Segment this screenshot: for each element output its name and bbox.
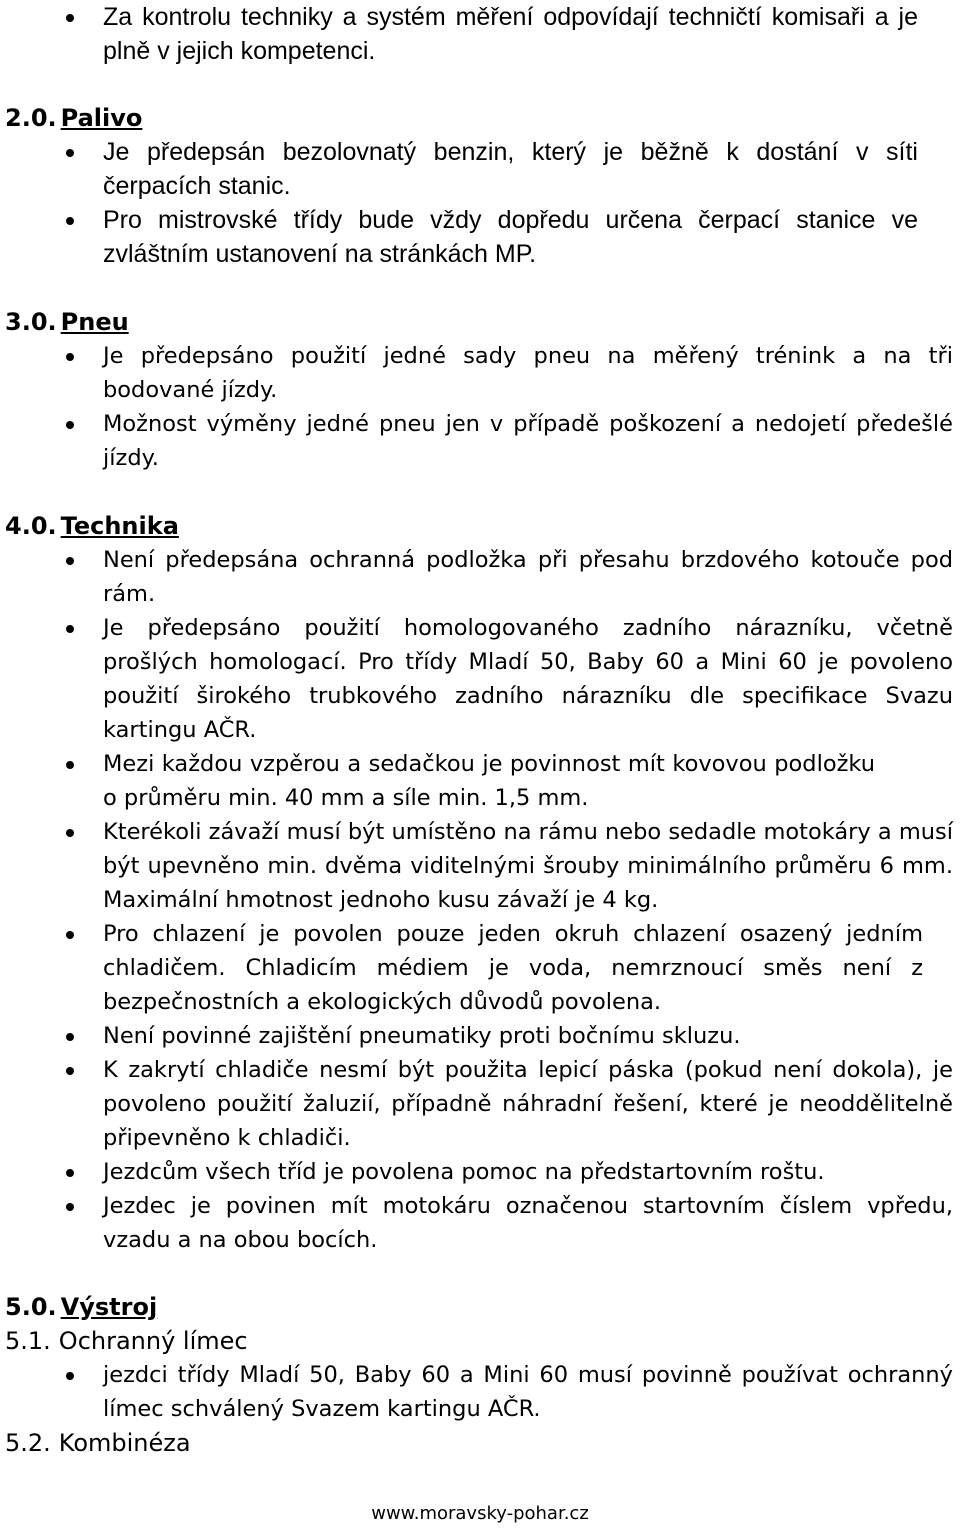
list-item: K zakrytí chladiče nesmí být použita lepicí páska (pokud není dokola), je povoleno použití žaluzií, případně náhradní řešení, které je neoddělitelně připevněno k chladiči.: [0, 1053, 953, 1155]
section-number: 3.0.: [5, 308, 57, 336]
section-number: 2.0.: [5, 104, 57, 132]
list-item: Jezdcům všech tříd je povolena pomoc na předstartovním roštu.: [0, 1155, 953, 1189]
subsection-number: 5.2.: [5, 1429, 51, 1457]
section-title: Technika: [60, 512, 179, 540]
list-item: Není povinné zajištění pneumatiky proti bočnímu skluzu.: [0, 1019, 953, 1053]
limec-list: [0, 1358, 953, 1426]
section-title: Pneu: [60, 308, 129, 336]
list-item: Mezi každou vzpěrou a sedačkou je povinnost mít kovovou podložku o průměru min. 40 mm a síle min. 1,5 mm.: [0, 747, 875, 815]
list-item: Kterékoli závaží musí být umístěno na rámu nebo sedadle motokáry a musí být upevněno min. dvěma viditelnými šrouby minimálního průměru 6 mm. Maximální hmotnost jednoho kusu závaží je 4 kg.: [0, 815, 953, 917]
subsection-number: 5.1.: [5, 1327, 51, 1355]
section-number: 4.0.: [5, 512, 57, 540]
section-heading-vystroj: [5, 1290, 157, 1324]
list-item: Není předepsána ochranná podložka při přesahu brzdového kotouče pod rám.: [0, 543, 953, 611]
list-item: Za kontrolu techniky a systém měření odpovídají techničtí komisaři a je plně v jejich kompetenci.: [0, 0, 918, 68]
footer-url: www.moravsky-pohar.cz: [371, 1503, 589, 1524]
technika-list: [0, 543, 953, 1257]
subsection-title: Ochranný límec: [58, 1327, 248, 1355]
list-item: Je předepsáno použití homologovaného zadního nárazníku, včetně prošlých homologací. Pro třídy Mladí 50, Baby 60 a Mini 60 je povoleno použití širokého trubkového zadního nárazníku dle specifikace Svazu kartingu AČR.: [0, 611, 953, 747]
section-heading-palivo: [5, 101, 142, 135]
pneu-list: [0, 339, 953, 475]
subsection-heading-limec: [5, 1324, 248, 1358]
list-item: Možnost výměny jedné pneu jen v případě poškození a nedojetí předešlé jízdy.: [0, 407, 953, 475]
intro-list: [0, 0, 918, 68]
list-item: Pro chlazení je povolen pouze jeden okruh chlazení osazený jedním chladičem. Chladicím médiem je voda, nemrznoucí směs není z bezpečnostních a ekologických důvodů povolena.: [0, 917, 923, 1019]
subsection-heading-kombineza: [5, 1426, 191, 1460]
section-heading-technika: [5, 509, 179, 543]
list-item: jezdci třídy Mladí 50, Baby 60 a Mini 60 musí povinně používat ochranný límec schválený Svazem kartingu AČR.: [0, 1358, 953, 1426]
section-title: Výstroj: [60, 1293, 158, 1321]
section-number: 5.0.: [5, 1293, 57, 1321]
subsection-title: Kombinéza: [58, 1429, 191, 1457]
section-heading-pneu: [5, 305, 129, 339]
list-item: Je předepsáno použití jedné sady pneu na měřený trénink a na tři bodované jízdy.: [0, 339, 953, 407]
section-title: Palivo: [60, 104, 143, 132]
list-item: Je předepsán bezolovnatý benzin, který je běžně k dostání v síti čerpacích stanic.: [0, 135, 918, 203]
list-item: Pro mistrovské třídy bude vždy dopředu určena čerpací stanice ve zvláštním ustanovení na stránkách MP.: [0, 203, 918, 271]
palivo-list: [0, 135, 918, 271]
list-item: Jezdec je povinen mít motokáru označenou startovním číslem vpředu, vzadu a na obou bocích.: [0, 1189, 953, 1257]
